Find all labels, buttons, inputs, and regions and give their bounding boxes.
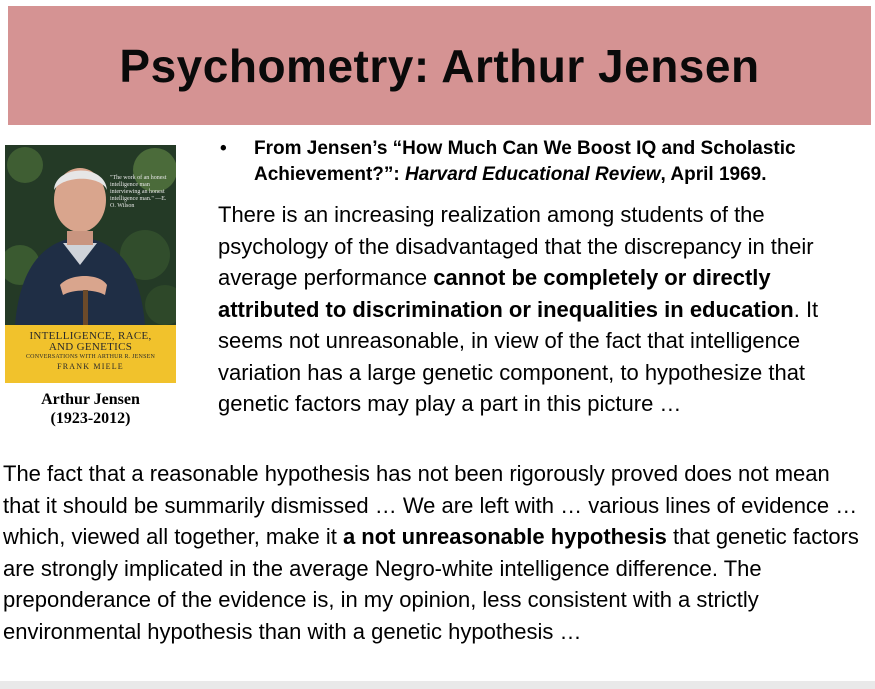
book-title-line1: INTELLIGENCE, RACE, bbox=[29, 330, 152, 342]
source-bullet bbox=[220, 136, 860, 188]
para2-text-b: that genetic factors are strongly implicated in the average Negro-white intelligence difference. The preponderance of the evidence is, in my opinion, less consistent with a strictly environmental hypothesis than with a genetic hypothesis … bbox=[3, 524, 859, 644]
journal-name: Harvard Educational Review bbox=[404, 164, 661, 185]
para1-bold: cannot be completely or directly attributed to discrimination or inequalities in education bbox=[218, 265, 794, 322]
quote-paragraph-2 bbox=[3, 458, 871, 647]
para1-text-a: There is an increasing realization among students of the psychology of the disadvantaged that the discrepancy in their average performance bbox=[218, 202, 814, 290]
bottom-edge bbox=[0, 681, 875, 689]
para2-bold: a not unreasonable hypothesis bbox=[342, 524, 667, 549]
book-subtitle: CONVERSATIONS WITH ARTHUR R. JENSEN bbox=[25, 354, 156, 360]
caption-name: Arthur Jensen bbox=[41, 391, 140, 408]
quote-paragraph-1 bbox=[218, 199, 858, 420]
cover-quote: "The work of an honest intelligence man interviewing an honest intelligence man." —E. O. Wilson bbox=[110, 175, 167, 209]
para1-text-b: . It seems not unreasonable, in view of the fact that intelligence variation has a large genetic component, to hypothesize that genetic factors may play a part in this picture … bbox=[218, 296, 819, 416]
book-title-line2: AND GENETICS bbox=[48, 341, 133, 353]
para2-text-a: The fact that a reasonable hypothesis has not been rigorously proved does not mean that it should be summarily dismissed … We are left with … various lines of evidence … which, viewed all together, make it bbox=[3, 461, 858, 549]
bullet-prefix: From Jensen’s “How Much Can We Boost IQ and Scholastic Achievement?”: bbox=[254, 138, 796, 185]
book-author: FRANK MIELE bbox=[57, 362, 124, 371]
bullet-dot: • bbox=[220, 138, 227, 159]
bullet-suffix: , April 1969. bbox=[660, 164, 767, 185]
book-title-band bbox=[5, 325, 176, 383]
book-cover-image bbox=[5, 145, 176, 383]
portrait-photo bbox=[5, 145, 176, 325]
title-banner bbox=[8, 6, 871, 125]
image-caption bbox=[5, 390, 176, 428]
slide-title: Psychometry: Arthur Jensen bbox=[119, 39, 760, 92]
bullet-text bbox=[254, 136, 860, 188]
caption-years: (1923-2012) bbox=[50, 410, 131, 427]
